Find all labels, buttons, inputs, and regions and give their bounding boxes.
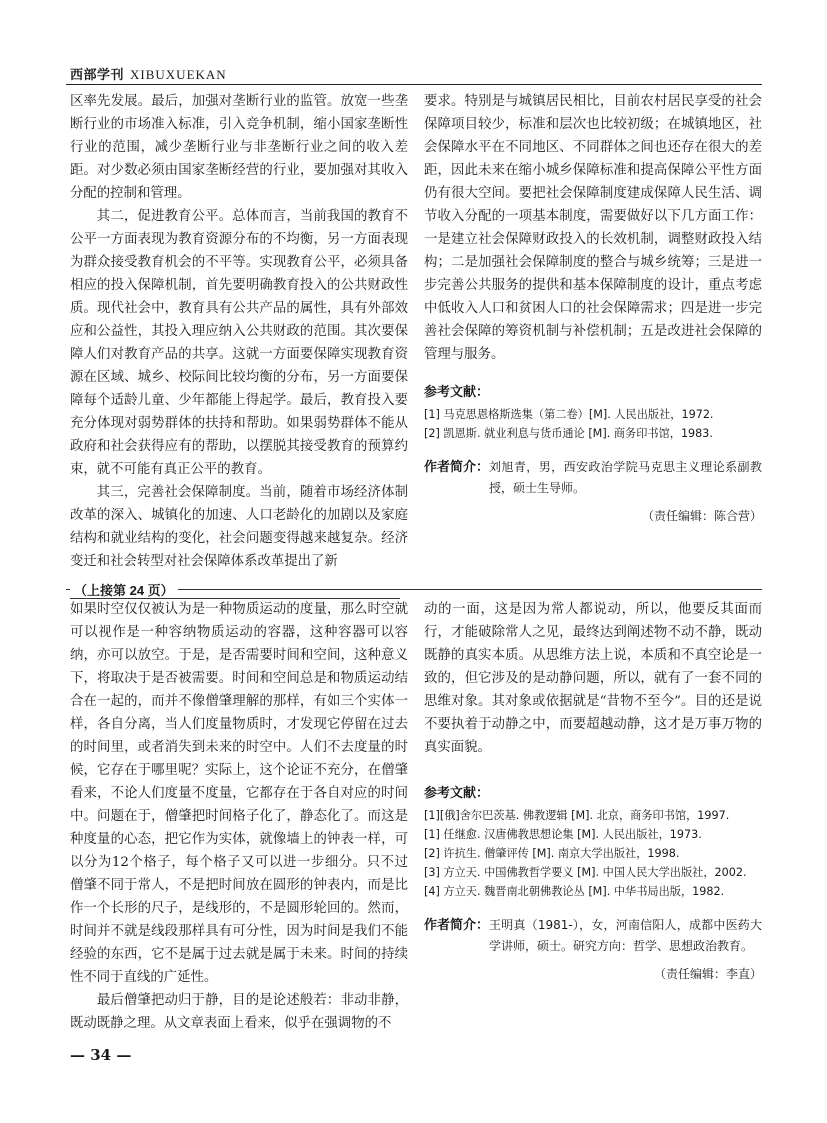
bottom-right-body — [424, 598, 762, 759]
references-list — [424, 405, 762, 443]
reference-item: [1] 马克思恩格斯选集（第二卷）[M]. 人民出版社，1972. — [424, 408, 714, 421]
header-rule — [66, 84, 762, 85]
reference-item: [2] 许抗生. 僧肇评传 [M]. 南京大学出版社，1998. — [424, 847, 680, 860]
body-paragraph: 其三，完善社会保障制度。当前，随着市场经济体制改革的深入、城镇化的加速、人口老龄化的加剧以及家庭结构和就业结构的变化，社会问题变得越来越复杂。经济变迁和社会转型对社会保障体系改革提出了新 — [70, 485, 408, 569]
top-right-column — [424, 90, 762, 528]
references-title: 参考文献： — [424, 785, 490, 800]
body-paragraph: 动的一面，这是因为常人都说动，所以，他要反其面而行，才能破除常人之见，最终达到阐述物不动不静，既动既静的真实本质。从思维方法上说，本质和不真空论是一致的，但它涉及的是动静问题，所以，就有了一套不同的思维对象。其对象或依据就是“昔物不至今”。目的还是说不要执着于动静之中，而要超越动静，这才是万事万物的真实面貌。 — [424, 602, 762, 755]
reference-item: [3] 方立天. 中国佛教哲学要义 [M]. 中国人民大学出版社，2002. — [424, 866, 747, 879]
reference-item: [4] 方立天. 魏晋南北朝佛教论丛 [M]. 中华书局出版，1982. — [424, 885, 725, 898]
author-text: 刘旭青，男，西安政治学院马克思主义理论系副教授，硕士生导师。 — [489, 460, 762, 495]
author-text: 王明真（1981-），女，河南信阳人，成都中医药大学讲师，硕士。研究方向：哲学、思想政治教育。 — [489, 918, 762, 953]
author-bio — [424, 915, 762, 957]
body-paragraph: 如果时空仅仅被认为是一种物质运动的度量，那么时空就可以视作是一种容纳物质运动的容器，这种容器可以容纳，亦可以放空。于是，是否需要时间和空间，这种意义下，将取决于是否被需要。时间和空间总是和物质运动结合在一起的，而并不像僧肇理解的那样，有如三个实体一样，各自分离，当人们度量物质时，才发现它停留在过去的时间里，或者消失到未来的时空中。人们不去度量的时候，它存在于哪里呢？实际上，这个论证不充分，在僧肇看来，不论人们度量不度量，它都存在于各自对应的时间中。问题在于，僧肇把时间格子化了，静态化了。而这是种度量的心态，把它作为实体，就像墙上的钟表一样，可以分为12个格子，每个格子又可以进一步细分。只不过僧肇不同于常人，不是把时间放在圆形的钟表内，而是比作一个长形的尺子，是线形的，不是圆形轮回的。然而，时间并不就是线段那样具有可分性，因为时间是我们不能经验的东西，它不是属于过去就是属于未来。时间的持续性不同于直线的广延性。 — [70, 602, 408, 985]
responsible-editor: （责任编辑：陈合营） — [641, 509, 762, 523]
bottom-left-column — [70, 598, 408, 1035]
reference-item: [1][俄]舍尔巴茨基. 佛教逻辑 [M]. 北京，商务印书馆，1997. — [424, 809, 730, 822]
bottom-right-column — [424, 598, 762, 986]
reference-item: [2] 凯恩斯. 就业利息与货币通论 [M]. 商务印书馆，1983. — [424, 427, 713, 440]
references-list — [424, 806, 762, 901]
reference-item: [1] 任继愈. 汉唐佛教思想论集 [M]. 人民出版社，1973. — [424, 828, 702, 841]
author-label: 作者简介： — [424, 918, 490, 933]
body-paragraph: 最后僧肇把动归于静，目的是论述般若：非动非静，既动既静之理。从文章表面上看来，似乎在强调物的不 — [70, 993, 408, 1031]
continued-from-label: （上接第 24 页） — [70, 580, 178, 599]
journal-title-latin: XIBUXUEKAN — [130, 67, 227, 82]
body-paragraph: 区率先发展。最后，加强对垄断行业的监管。放宽一些垄断行业的市场准入标准，引入竞争机制，缩小国家垄断性行业的范围，减少垄断行业与非垄断行业之间的收入差距。对少数必须由国家垄断经营的行业，要加强对其收入分配的控制和管理。 — [70, 94, 408, 201]
top-left-column — [70, 90, 408, 573]
responsible-editor: （责任编辑：李直） — [653, 967, 762, 981]
top-right-body — [424, 90, 762, 366]
author-label: 作者简介： — [424, 460, 490, 475]
page-number: — 34 — — [70, 1046, 132, 1064]
journal-title: 西部学刊 — [70, 67, 125, 82]
body-paragraph: 要求。特别是与城镇居民相比，目前农村居民享受的社会保障项目较少，标准和层次也比较初级；在城镇地区，社会保障水平在不同地区、不同群体之间也还存在很大的差距，因此未来在缩小城乡保障标准和提高保障公平性方面仍有很大空间。要把社会保障制度建成保障人民生活、调节收入分配的一项基本制度，需要做好以下几方面工作：一是建立社会保障财政投入的长效机制，调整财政投入结构；二是加强社会保障制度的整合与城乡统筹；三是进一步完善公共服务的提供和基本保障制度的设计，重点考虑中低收入人口和贫困人口的社会保障需求；四是进一步完善社会保障的筹资机制与补偿机制；五是改进社会保障的管理与服务。 — [424, 94, 762, 362]
running-header — [70, 64, 227, 83]
author-bio — [424, 457, 762, 499]
references-title: 参考文献： — [424, 384, 490, 399]
body-paragraph: 其二，促进教育公平。总体而言，当前我国的教育不公平一方面表现为教育资源分布的不均衡，另一方面表现为群众接受教育机会的不平等。实现教育公平，必须具备相应的投入保障机制，首先要明确教育投入的公共财政性质。现代社会中，教育具有公共产品的属性，具有外部效应和公益性，其投入理应纳入公共财政的范围。其次要保障人们对教育产品的共享。这就一方面要保障实现教育资源在区域、城乡、校际间比较均衡的分布，另一方面要保障每个适龄儿童、少年都能上得起学。最后，教育投入要充分体现对弱势群体的扶持和帮助。如果弱势群体不能从政府和社会获得应有的帮助，以摆脱其接受教育的预算约束，就不可能有真正公平的教育。 — [70, 209, 408, 477]
